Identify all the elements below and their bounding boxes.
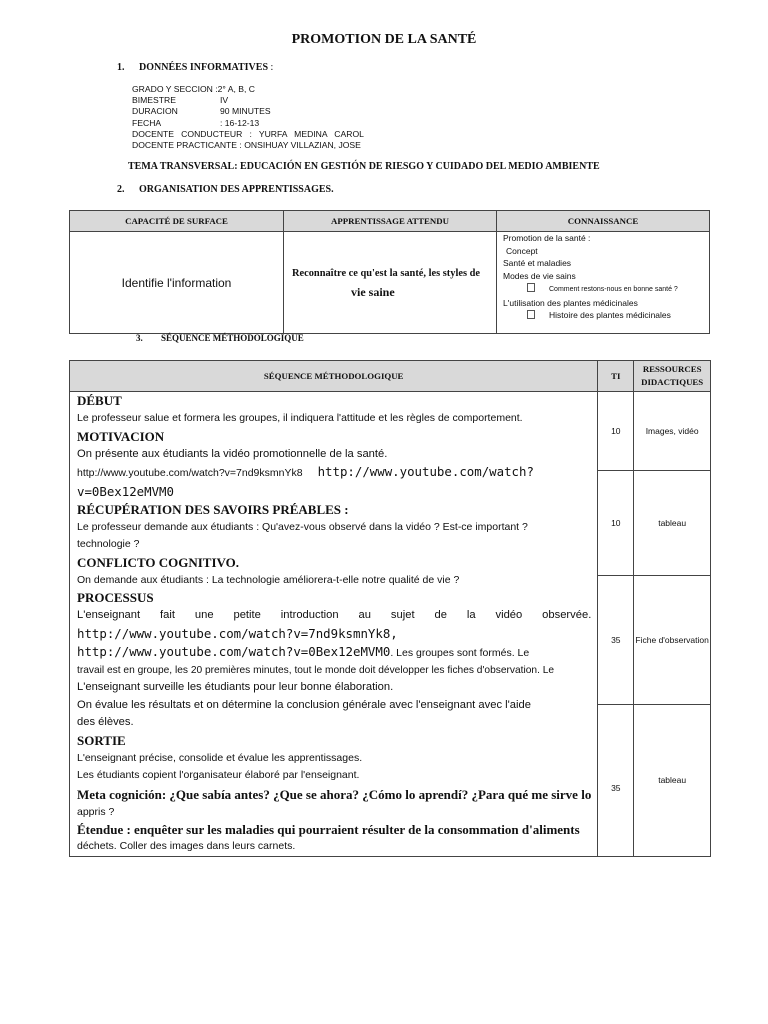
section-3-number: 3.	[136, 333, 143, 343]
info-row-docente-practicante	[132, 140, 364, 151]
apprentissage-line-2: vie saine	[351, 284, 395, 299]
section-2-label: ORGANISATION DES APPRENTISSAGES.	[139, 184, 334, 195]
processus-link-1[interactable]: http://www.youtube.com/watch?v=7nd9ksmnYk8,	[77, 625, 398, 641]
sequence-content-cell	[70, 392, 598, 857]
debut-text: Le professeur salue et formera les groupes, il indiquera l'attitude et les règles de comportement.	[77, 412, 523, 424]
connaissance-line: Santé et maladies	[503, 258, 572, 268]
connaissance-line: Promotion de la santé :	[503, 233, 591, 243]
info-value: : 16-12-13	[220, 117, 260, 128]
debut-heading: DÉBUT	[77, 393, 122, 408]
recuperation-text: Le professeur demande aux étudiants : Qu'avez-vous observé dans la vidéo ? Est-ce important ?	[77, 520, 528, 533]
processus-link-line	[77, 643, 591, 662]
ti-cell: 35	[598, 575, 634, 705]
processus-text: travail est en groupe, les 20 premières minutes, tout le monde doit développer les fiches d'observation. Le	[77, 664, 555, 676]
section-1-suffix: :	[268, 62, 274, 73]
section-2-number: 2.	[117, 184, 125, 195]
connaissance-line: Modes de vie sains	[503, 270, 576, 281]
motivacion-heading: MOTIVACION	[77, 428, 165, 444]
sortie-heading: SORTIE	[77, 732, 126, 748]
ressource-cell: tableau	[634, 705, 711, 856]
info-block	[132, 84, 364, 151]
video-link-1[interactable]: http://www.youtube.com/watch?v=7nd9ksmnYk8	[77, 467, 303, 479]
section-1-number: 1.	[117, 62, 125, 73]
table1-connaissance-cell	[497, 232, 710, 334]
methodological-sequence-table	[69, 360, 711, 857]
processus-text: des élèves.	[77, 716, 134, 728]
info-label: BIMESTRE	[132, 95, 176, 106]
info-row-bimestre	[132, 95, 364, 106]
recuperation-heading: RÉCUPÉRATION DES SAVOIRS PRÉABLES :	[77, 501, 349, 517]
ressource-cell: tableau	[634, 471, 711, 575]
conflicto-text: On demande aux étudiants : La technologie améliorera-t-elle notre qualité de vie ?	[77, 573, 460, 586]
connaissance-bullet-item	[503, 282, 709, 297]
apprentissage-line-1: Reconnaître ce qu'est la santé, les styles de	[292, 267, 480, 279]
info-label: DURACION	[132, 106, 178, 117]
info-row-duracion	[132, 106, 364, 117]
info-row-fecha	[132, 118, 364, 129]
connaissance-line: L'utilisation des plantes médicinales	[503, 297, 638, 308]
info-label: DOCENTE PRACTICANTE : ONSIHUAY VILLAZIAN, JOSE	[132, 139, 361, 150]
table1-header-capacite: CAPACITÉ DE SURFACE	[70, 211, 284, 232]
ti-cell: 10	[598, 471, 634, 575]
ressources-header-line-1: RESSOURCES	[642, 364, 702, 374]
table1-apprentissage-cell	[284, 232, 497, 334]
recuperation-text-continued: technologie ?	[77, 538, 140, 550]
connaissance-line: Histoire des plantes médicinales	[549, 310, 671, 320]
info-row-grado	[132, 84, 364, 95]
meta-cognicion-continued: appris ?	[77, 805, 115, 818]
table1-header-apprentissage: APPRENTISSAGE ATTENDU	[284, 211, 497, 232]
info-value: IV	[220, 95, 229, 106]
info-value: 90 MINUTES	[220, 106, 271, 117]
ressources-header-line-2: DIDACTIQUES	[641, 377, 704, 387]
document-title: PROMOTION DE LA SANTÉ	[291, 32, 477, 47]
connaissance-line: Comment restons-nous en bonne santé ?	[549, 286, 678, 293]
video-link-2[interactable]: http://www.youtube.com/watch?	[317, 464, 534, 479]
info-label: GRADO Y SECCION :	[132, 84, 218, 94]
section-1-label: DONNÉES INFORMATIVES	[139, 62, 268, 73]
video-link-2-continued[interactable]: v=0Bex12eMVM0	[77, 483, 174, 499]
processus-text: On évalue les résultats et on détermine la conclusion générale avec l'enseignant avec l'aide	[77, 698, 531, 711]
table1-header-connaissance: CONNAISSANCE	[497, 211, 710, 232]
section-3-heading	[136, 333, 304, 343]
capacite-text: Identifie l'information	[121, 275, 232, 290]
motivacion-text: On présente aux étudiants la vidéo promotionnelle de la santé.	[77, 447, 388, 460]
processus-intro: L'enseignant fait une petite introduction au sujet de la vidéo observée.	[77, 609, 592, 621]
motivacion-links	[77, 463, 591, 483]
processus-text: L'enseignant surveille les étudiants pour leur bonne élaboration.	[77, 681, 394, 693]
sortie-text: Les étudiants copient l'organisateur élaboré par l'enseignant.	[77, 769, 360, 781]
ti-cell: 10	[598, 392, 634, 471]
meta-cognicion-text: Meta cognición: ¿Que sabía antes? ¿Que se ahora? ¿Cómo lo aprendí? ¿Para qué me sirve lo	[77, 786, 592, 802]
info-label: DOCENTE CONDUCTEUR : YURFA MEDINA CAROL	[132, 128, 364, 139]
info-value: 2° A, B, C	[217, 84, 255, 94]
info-row-docente-conducteur	[132, 129, 364, 140]
info-label: FECHA	[132, 117, 162, 128]
connaissance-line: Concept	[506, 245, 538, 256]
processus-groups-text: . Les groupes sont formés. Le	[390, 646, 530, 659]
ressource-cell: Fiche d'observation	[634, 575, 711, 705]
sortie-text: L'enseignant précise, consolide et évalue les apprentissages.	[77, 751, 363, 764]
table2-header-ti: TI	[598, 361, 634, 392]
conflicto-heading: CONFLICTO COGNITIVO.	[77, 554, 240, 570]
table1-capacite-cell	[70, 232, 284, 334]
checkbox-bullet-icon	[527, 310, 535, 319]
section-2-heading	[117, 184, 334, 195]
etendue-text: Étendue : enquêter sur les maladies qui pourraient résulter de la consommation d'aliments	[77, 822, 580, 837]
table2-header-ressources	[634, 361, 711, 392]
tema-transversal: TEMA TRANSVERSAL: EDUCACIÓN EN GESTIÓN DE RIESGO Y CUIDADO DEL MEDIO AMBIENTE	[128, 161, 600, 172]
connaissance-bullet-item	[503, 309, 709, 322]
processus-link-2[interactable]: http://www.youtube.com/watch?v=0Bex12eMVM0	[77, 643, 391, 659]
ti-cell: 35	[598, 705, 634, 856]
processus-heading: PROCESSUS	[77, 590, 154, 605]
table2-header-sequence: SÉQUENCE MÉTHODOLOGIQUE	[70, 361, 598, 392]
ressource-cell: Images, vidéo	[634, 392, 711, 471]
section-3-label: SÉQUENCE MÉTHODOLOGIQUE	[161, 333, 304, 343]
learning-organisation-table	[69, 210, 710, 334]
checkbox-bullet-icon	[527, 283, 535, 292]
section-1-heading	[117, 62, 273, 73]
etendue-continued: déchets. Coller des images dans leurs carnets.	[77, 840, 296, 852]
